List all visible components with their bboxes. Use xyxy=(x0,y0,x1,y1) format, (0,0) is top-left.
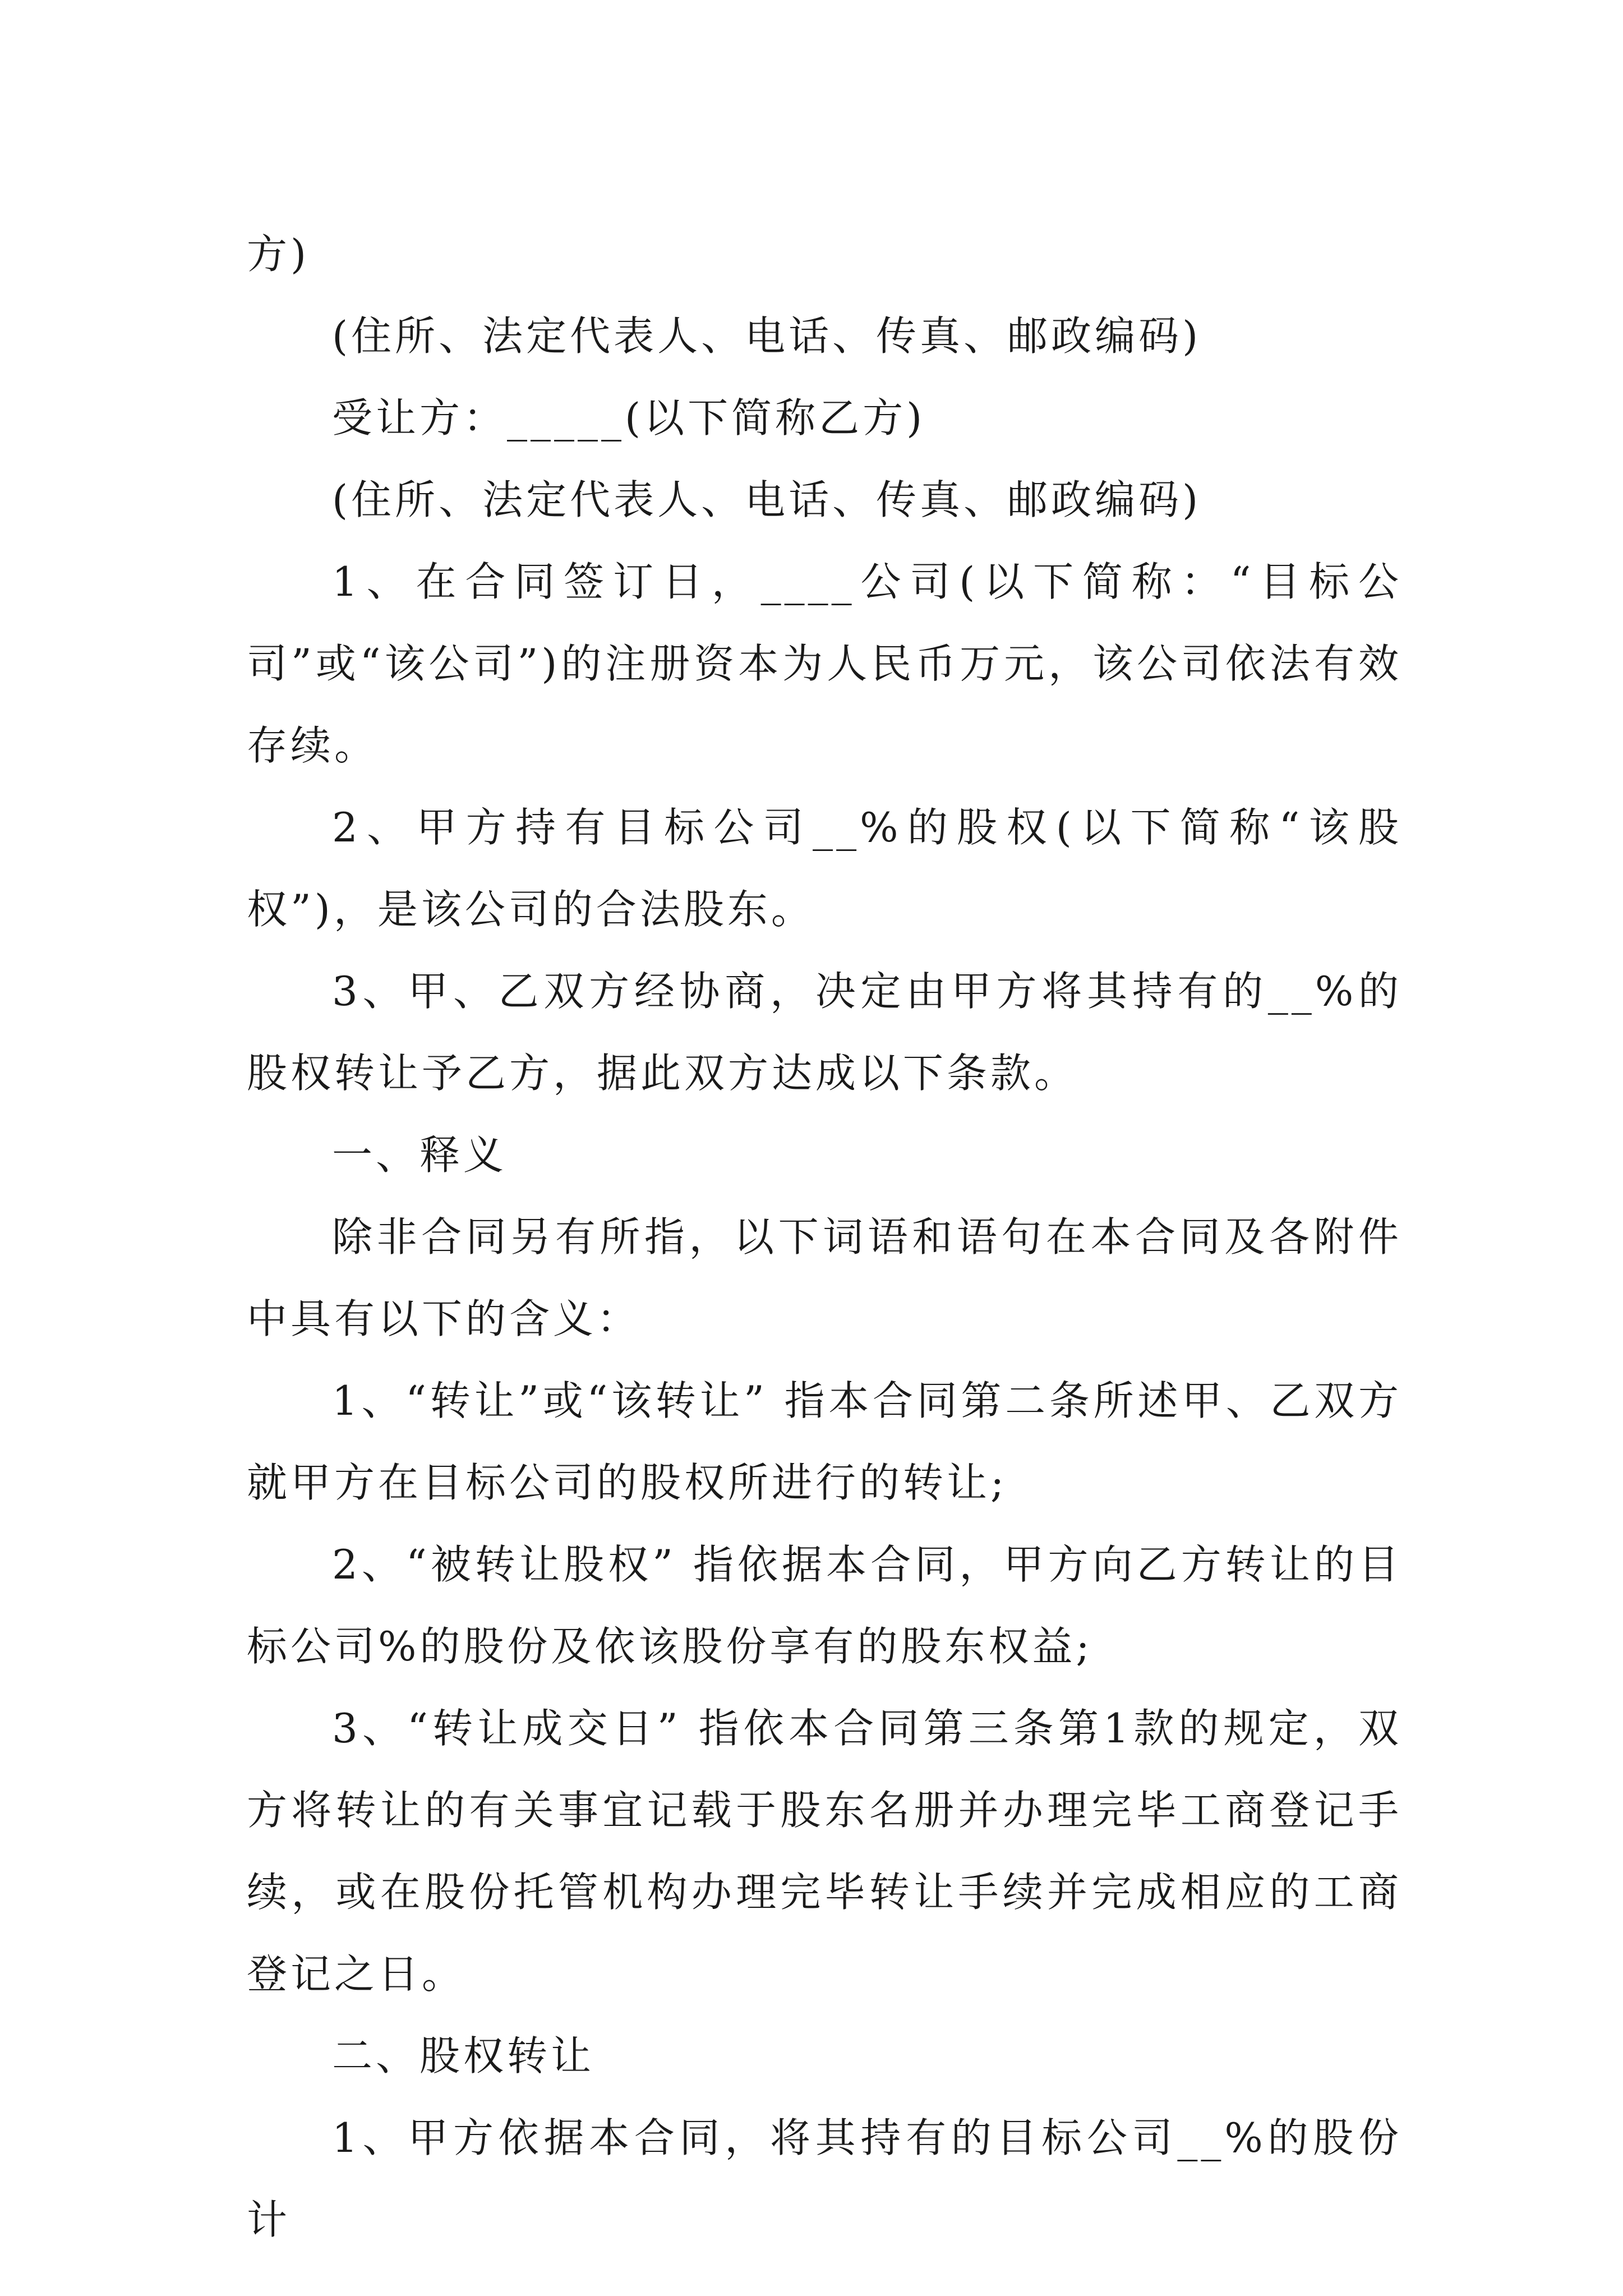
document-body xyxy=(247,213,1402,2261)
paragraph-12: 3、“转让成交日” 指依本合同第三条第1款的规定，双方将转让的有关事宜记载于股东名册并办理完毕工商登记手续，或在股份托管机构办理完毕转让手续并完成相应的工商登记之日。 xyxy=(247,1705,1402,1998)
paragraph-1: 方) xyxy=(247,231,310,278)
paragraph-6: 2、甲方持有目标公司__%的股权(以下简称“该股权”)，是该公司的合法股东。 xyxy=(247,804,1402,933)
paragraph-3: 受让方：_____(以下简称乙方) xyxy=(332,394,926,441)
paragraph-9: 除非合同另有所指，以下词语和语句在本合同及各附件中具有以下的含义： xyxy=(247,1213,1402,1342)
paragraph-11: 2、“被转让股权” 指依据本合同，甲方向乙方转让的目标公司%的股份及依该股份享有的股东权益; xyxy=(247,1541,1402,1670)
paragraph-14: 1、甲方依据本合同，将其持有的目标公司__%的股份计 xyxy=(247,2114,1402,2243)
section-heading-2: 二、股权转让 xyxy=(332,2032,595,2079)
paragraph-7: 3、甲、乙双方经协商，决定由甲方将其持有的__%的股权转让予乙方，据此双方达成以下条款。 xyxy=(247,968,1402,1097)
paragraph-10: 1、“转让”或“该转让” 指本合同第二条所述甲、乙双方就甲方在目标公司的股权所进行的转让; xyxy=(247,1377,1402,1506)
section-heading-1: 一、释义 xyxy=(332,1131,508,1179)
paragraph-2: (住所、法定代表人、电话、传真、邮政编码) xyxy=(332,312,1202,360)
paragraph-5: 1、在合同签订日，____公司(以下简称：“目标公司”或“该公司”)的注册资本为人民币万元，该公司依法有效存续。 xyxy=(247,558,1402,769)
paragraph-4: (住所、法定代表人、电话、传真、邮政编码) xyxy=(332,476,1202,523)
